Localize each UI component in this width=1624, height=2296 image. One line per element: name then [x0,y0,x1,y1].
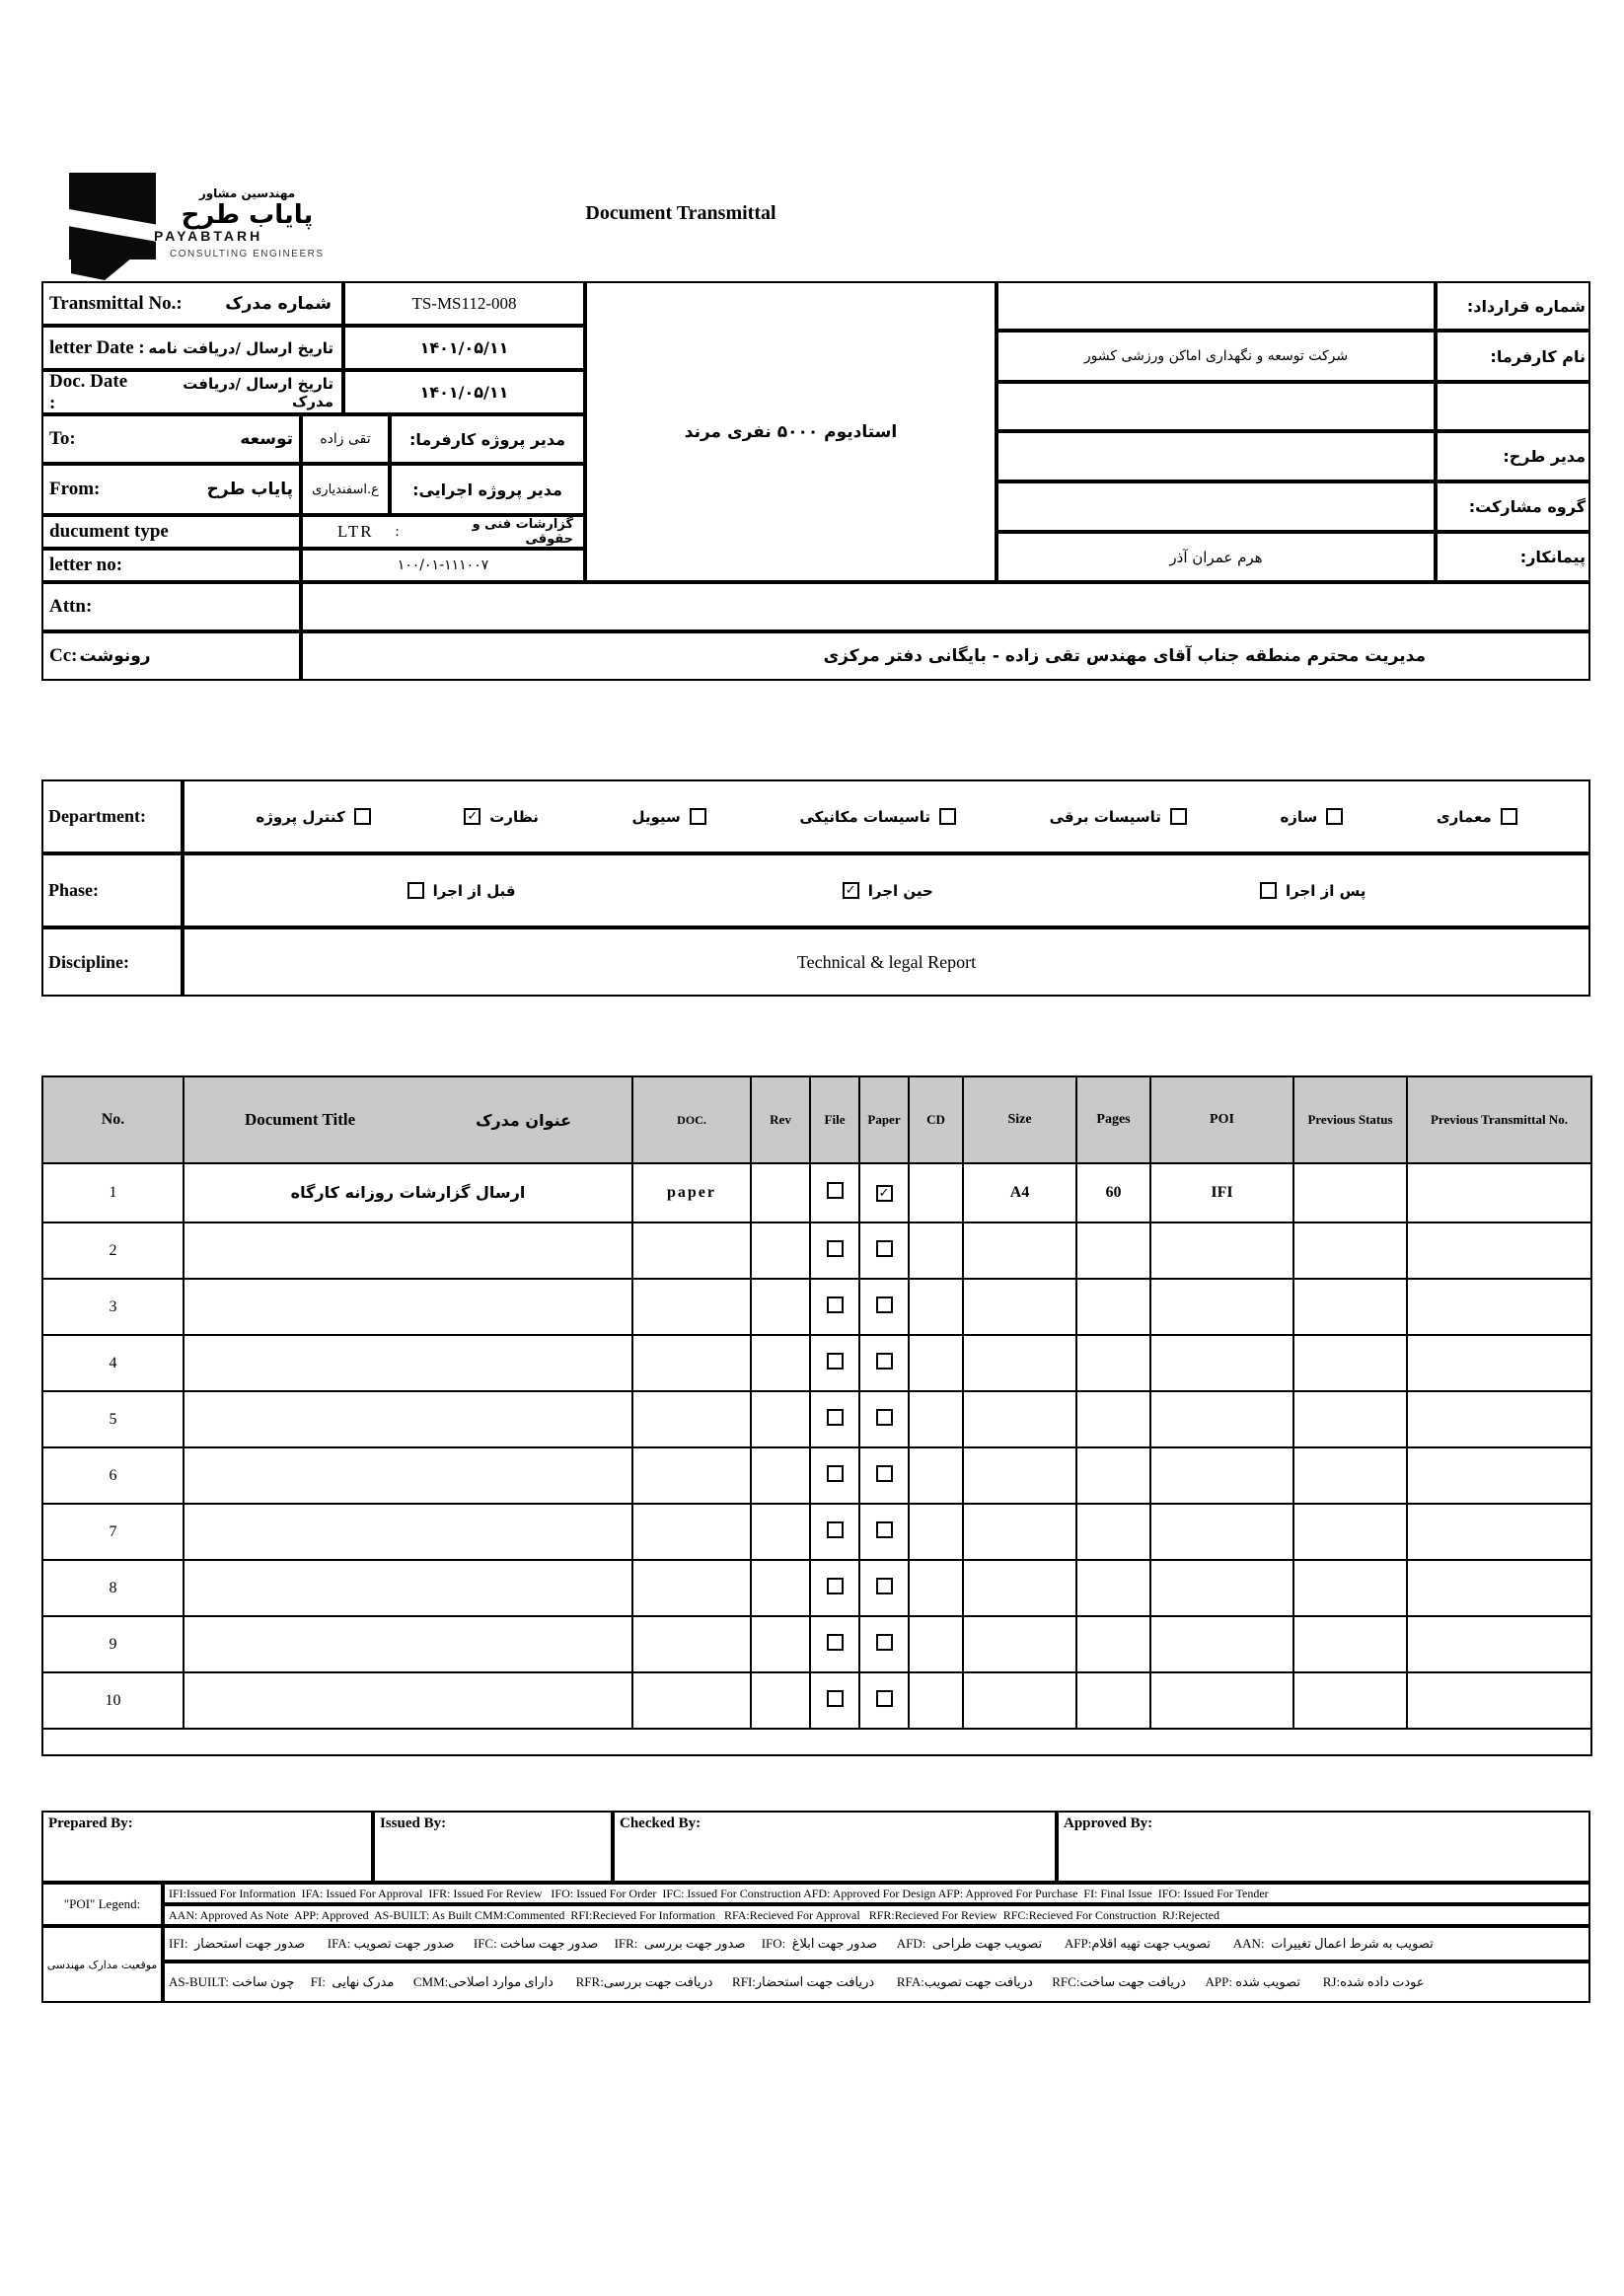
table-row: 7 [42,1504,1591,1560]
doc-date-label-cell [41,370,343,414]
letter-no-value: ۱۰۰/۰۱-۱۱۱۰۰۷ [301,549,585,582]
attn-label-cell: Attn: [41,582,301,631]
table-row: 2 [42,1222,1591,1279]
electrical-checkbox[interactable] [1170,808,1187,825]
document-list-table [41,1075,1592,1756]
col-header-pages: Pages [1076,1076,1150,1163]
file-checkbox[interactable] [827,1634,844,1651]
col-header-title: Document Title عنوان مدرک [184,1076,632,1163]
doc-type-code: LTR [337,522,374,541]
table-row: 1 ارسال گزارشات روزانه کارگاه paper ✓ A4 60 IFI [42,1163,1591,1222]
discipline-value: Technical & legal Report [183,927,1590,997]
paper-checkbox[interactable]: ✓ [876,1185,893,1202]
file-checkbox[interactable] [827,1578,844,1594]
paper-checkbox[interactable] [876,1409,893,1426]
table-row: 4 [42,1335,1591,1391]
supervision-checkbox[interactable]: ✓ [464,808,480,825]
from-value: پایاب طرح [206,480,293,499]
doc-type-value-cell [301,515,585,549]
col-header-rev: Rev [751,1076,810,1163]
legend-fa-line2: AS-BUILT: چون ساخت FI: مدرک نهایی CMM:دارای موارد اصلاحی RFR:دریافت جهت بررسی RFI:دریافت جهت استحضار RFA:دریافت جهت تصویب RFC:دریافت جهت ساخت APP: تصویب شده RJ:عودت داده شده [163,1962,1590,2003]
table-row: 5 [42,1391,1591,1447]
table-row: 3 [42,1279,1591,1335]
to-label-cell [41,414,301,464]
table-row: 10 [42,1672,1591,1729]
design-manager-value [997,431,1436,481]
company-logo [69,173,156,259]
col-header-cd: CD [909,1076,963,1163]
checkbox-item-project-control: کنترل پروژه [256,808,370,826]
transmittal-no-value: TS-MS112-008 [343,281,585,326]
letter-date-label-cell [41,326,343,370]
transmittal-no-label-en: Transmittal No.: [49,292,183,314]
logo-tail-shape [71,258,132,280]
transmittal-no-label-fa: شماره مدرک [225,293,332,314]
legend-en-line1: IFI:Issued For Information IFA: Issued For Approval IFR: Issued For Review IFO: Issued For Order IFC: Issued For Construction AFD: Approved For Design AFP: Approved For Purchase FI: Final Issue IFO: Issued For Tender [163,1883,1590,1904]
file-checkbox[interactable] [827,1465,844,1482]
paper-checkbox[interactable] [876,1521,893,1538]
file-checkbox[interactable] [827,1296,844,1313]
cc-label-en: Cc: [49,645,78,666]
participation-group-value [997,481,1436,532]
doc-type-fa: گزارشات فنی و حقوقی [472,517,573,547]
from-person-cell: ع.اسفندیاری [301,464,390,515]
issued-by-cell: Issued By: [373,1811,613,1883]
transmittal-no-label-cell [41,281,343,326]
file-checkbox[interactable] [827,1182,844,1199]
doc-date-label-fa: تاریخ ارسال /دریافت مدرک [183,374,333,410]
to-role-cell: مدیر پروژه کارفرما: [390,414,585,464]
table-row: 9 [42,1616,1591,1672]
doc-date-value: ۱۴۰۱/۰۵/۱۱ [343,370,585,414]
col-header-doc: DOC. [632,1076,751,1163]
checkbox-item-after-execution: پس از اجرا [1260,882,1366,900]
architecture-checkbox[interactable] [1501,808,1517,825]
doc-date-label-en: Doc. Date : [49,370,128,413]
company-name-fa-large: پایاب طرح [181,200,314,230]
classification-table [41,779,1590,997]
col-header-paper: Paper [859,1076,909,1163]
attn-value-cell [301,582,1590,631]
col-header-size: Size [963,1076,1076,1163]
structure-checkbox[interactable] [1326,808,1343,825]
paper-checkbox[interactable] [876,1353,893,1370]
client-name-value: شرکت توسعه و نگهداری اماکن ورزشی کشور [997,331,1436,382]
paper-checkbox[interactable] [876,1578,893,1594]
contractor-label: پیمانکار: [1436,532,1590,582]
table-row: 8 [42,1560,1591,1616]
contractor-value: هرم عمران آذر [997,532,1436,582]
to-person-cell: تقی زاده [301,414,390,464]
phase-label: Phase: [41,853,183,927]
client-name-label: نام کارفرما: [1436,331,1590,382]
paper-checkbox[interactable] [876,1634,893,1651]
company-name-en: PAYABTARH [154,228,263,244]
checkbox-item-before-execution: قبل از اجرا [407,882,516,900]
table-footer-spacer [42,1729,1591,1755]
poi-legend-label-fa: موقعیت مدارک مهندسی [41,1926,163,2003]
checkbox-item-electrical: تاسیسات برقی [1050,808,1187,826]
checkbox-item-mechanical: تاسیسات مکانیکی [799,808,956,826]
info-table [41,281,1590,681]
checkbox-item-civil: سیویل [631,808,705,826]
letter-date-label-fa: تاریخ ارسال /دریافت نامه [148,338,333,357]
during-execution-checkbox[interactable]: ✓ [843,882,859,899]
legend-en-line2: AAN: Approved As Note APP: Approved AS-BUILT: As Built CMM:Commented RFI:Recieved For Information RFA:Recieved For Approval RFR:Recieved For Review RFC:Recieved For Construction RJ:Rejected [163,1904,1590,1926]
col-header-poi: POI [1150,1076,1293,1163]
checked-by-cell: Checked By: [613,1811,1057,1883]
project-control-checkbox[interactable] [354,808,371,825]
before-execution-checkbox[interactable] [407,882,424,899]
paper-checkbox[interactable] [876,1240,893,1257]
paper-checkbox[interactable] [876,1690,893,1707]
phase-checkbox-group [183,853,1590,927]
contract-no-value [997,281,1436,331]
mechanical-checkbox[interactable] [939,808,956,825]
company-name-fa-small: مهندسین مشاور [198,186,296,200]
page-title: Document Transmittal [585,202,776,224]
cc-value-cell: مدیریت محترم منطقه جناب آقای مهندس تقی زاده - بایگانی دفتر مرکزی [301,631,1590,681]
table-row: 6 [42,1447,1591,1504]
to-label: To: [49,428,76,449]
poi-legend-table [41,1883,1590,2003]
col-header-no: No. [42,1076,184,1163]
doc-type-label-cell: ducument type [41,515,301,549]
file-checkbox[interactable] [827,1240,844,1257]
blank-row-value [997,382,1436,431]
contract-no-label: شماره قرارداد: [1436,281,1590,331]
from-label: From: [49,479,101,499]
from-label-cell [41,464,301,515]
company-name-block [181,186,314,230]
prepared-by-cell: Prepared By: [41,1811,373,1883]
blank-row-label [1436,382,1590,431]
file-checkbox[interactable] [827,1690,844,1707]
from-role-cell: مدیر پروژه اجرایی: [390,464,585,515]
participation-group-label: گروه مشارکت: [1436,481,1590,532]
paper-checkbox[interactable] [876,1296,893,1313]
project-title-cell: استادیوم ۵۰۰۰ نفری مرند [585,281,997,582]
civil-checkbox[interactable] [690,808,706,825]
discipline-label: Discipline: [41,927,183,997]
letter-no-label-cell: letter no: [41,549,301,582]
paper-checkbox[interactable] [876,1465,893,1482]
checkbox-item-structure: سازه [1280,808,1343,826]
poi-legend-label: "POI" Legend: [41,1883,163,1926]
legend-fa-line1: IFI: صدور جهت استحضار IFA: صدور جهت تصویب IFC: صدور جهت ساخت IFR: صدور جهت بررسی IFO: صدور جهت ابلاغ AFD: تصویب جهت طراحی AFP:تصویب جهت تهیه اقلام AAN: تصویب به شرط اعمال تغییرات [163,1926,1590,1962]
to-value: توسعه [240,429,293,449]
company-name-en-sub: CONSULTING ENGINEERS [170,249,325,259]
approved-by-cell: Approved By: [1057,1811,1590,1883]
file-checkbox[interactable] [827,1353,844,1370]
letter-date-label-en: letter Date : [49,336,145,358]
col-header-file: File [810,1076,859,1163]
logo-swoosh-shape [69,207,156,245]
design-manager-label: مدیر طرح: [1436,431,1590,481]
department-checkbox-group [183,779,1590,853]
doc-type-separator: : [395,523,400,540]
checkbox-item-architecture: معماری [1437,808,1517,826]
checkbox-item-during-execution: حین اجرا ✓ [843,882,933,900]
col-header-prev-transmittal: Previous Transmittal No. [1407,1076,1591,1163]
signature-table [41,1811,1590,1883]
letter-date-value: ۱۴۰۱/۰۵/۱۱ [343,326,585,370]
after-execution-checkbox[interactable] [1260,882,1277,899]
file-checkbox[interactable] [827,1521,844,1538]
file-checkbox[interactable] [827,1409,844,1426]
department-label: Department: [41,779,183,853]
cc-label-fa: رونوشت [79,646,151,666]
checkbox-item-supervision: ✓ نظارت [464,808,539,826]
cc-label-cell [41,631,301,681]
col-header-prev-status: Previous Status [1293,1076,1407,1163]
